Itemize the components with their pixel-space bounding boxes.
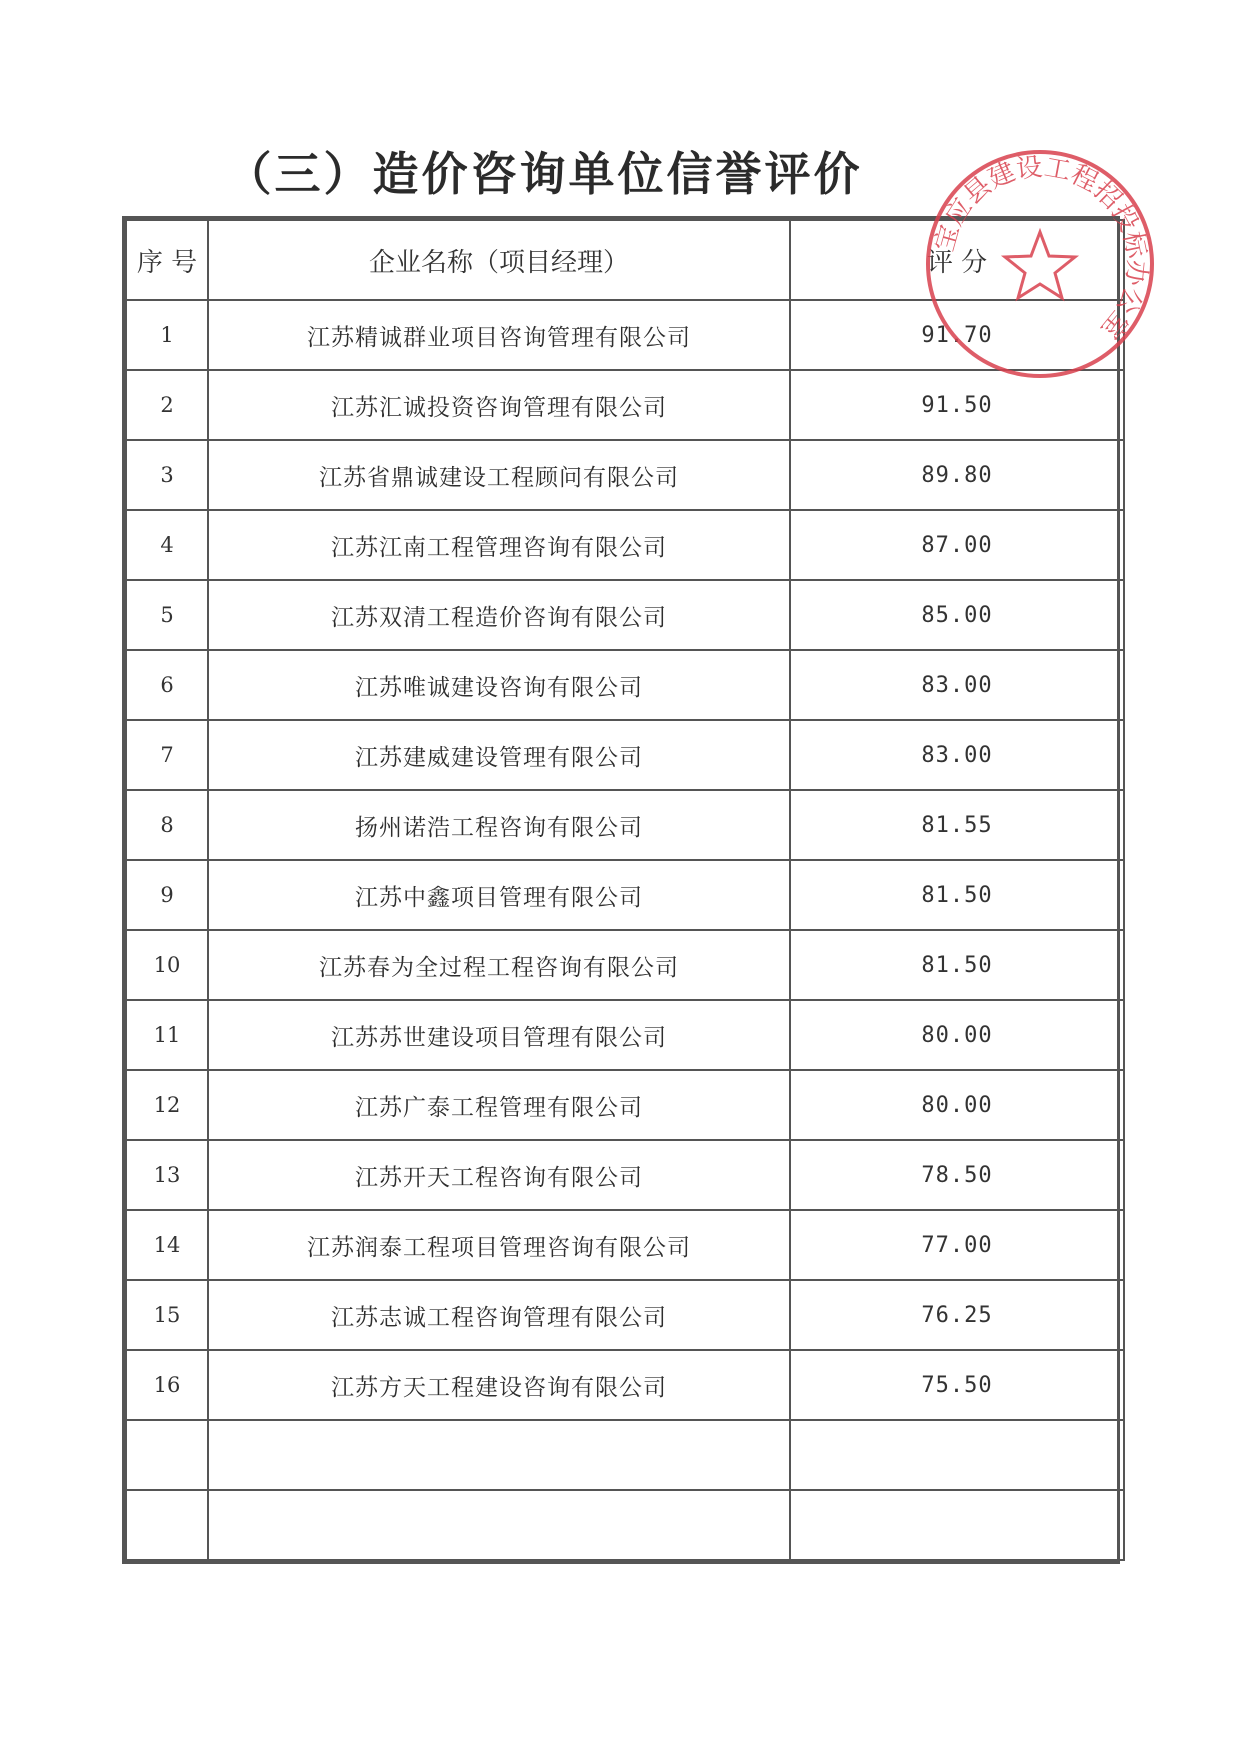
row-company-name: 江苏润泰工程项目管理咨询有限公司 — [208, 1210, 790, 1280]
header-company-name: 企业名称（项目经理） — [208, 220, 790, 300]
table-row — [126, 1490, 1124, 1560]
row-index: 8 — [126, 790, 208, 860]
row-index: 7 — [126, 720, 208, 790]
table-row — [126, 1210, 1124, 1280]
row-score: 78.50 — [790, 1140, 1124, 1210]
row-index: 5 — [126, 580, 208, 650]
row-score: 81.50 — [790, 860, 1124, 930]
table-row — [126, 790, 1124, 860]
seal-text: 宝应县建设工程招投标办公室 — [929, 152, 1152, 345]
row-index: 2 — [126, 370, 208, 440]
header-index: 序 号 — [126, 220, 208, 300]
row-company-name: 江苏双清工程造价咨询有限公司 — [208, 580, 790, 650]
row-company-name: 扬州诺浩工程咨询有限公司 — [208, 790, 790, 860]
row-score: 80.00 — [790, 1000, 1124, 1070]
row-company-name: 江苏精诚群业项目咨询管理有限公司 — [208, 300, 790, 370]
table-header-row — [126, 220, 1124, 300]
row-index: 16 — [126, 1350, 208, 1420]
row-score: 75.50 — [790, 1350, 1124, 1420]
row-score: 76.25 — [790, 1280, 1124, 1350]
row-score: 77.00 — [790, 1210, 1124, 1280]
row-company-name: 江苏方天工程建设咨询有限公司 — [208, 1350, 790, 1420]
table-row — [126, 580, 1124, 650]
row-company-name: 江苏志诚工程咨询管理有限公司 — [208, 1280, 790, 1350]
row-company-name — [208, 1490, 790, 1560]
row-score: 81.50 — [790, 930, 1124, 1000]
row-index: 9 — [126, 860, 208, 930]
row-index: 3 — [126, 440, 208, 510]
table-row — [126, 1350, 1124, 1420]
table-row — [126, 300, 1124, 370]
row-index: 12 — [126, 1070, 208, 1140]
row-score: 80.00 — [790, 1070, 1124, 1140]
row-index: 6 — [126, 650, 208, 720]
row-score — [790, 1490, 1124, 1560]
table-row — [126, 1420, 1124, 1490]
header-score: 评 分 — [790, 220, 1124, 300]
row-company-name: 江苏汇诚投资咨询管理有限公司 — [208, 370, 790, 440]
row-company-name: 江苏春为全过程工程咨询有限公司 — [208, 930, 790, 1000]
row-score: 81.55 — [790, 790, 1124, 860]
row-index: 4 — [126, 510, 208, 580]
row-score — [790, 1420, 1124, 1490]
row-score: 83.00 — [790, 720, 1124, 790]
page-title: （三）造价咨询单位信誉评价 — [225, 147, 863, 201]
row-index — [126, 1420, 208, 1490]
table-row — [126, 510, 1124, 580]
row-company-name: 江苏唯诚建设咨询有限公司 — [208, 650, 790, 720]
table-row — [126, 1140, 1124, 1210]
table-row — [126, 370, 1124, 440]
row-company-name: 江苏开天工程咨询有限公司 — [208, 1140, 790, 1210]
row-company-name: 江苏江南工程管理咨询有限公司 — [208, 510, 790, 580]
table-row — [126, 1280, 1124, 1350]
table-row — [126, 860, 1124, 930]
row-score: 91.50 — [790, 370, 1124, 440]
row-company-name: 江苏广泰工程管理有限公司 — [208, 1070, 790, 1140]
row-index: 13 — [126, 1140, 208, 1210]
evaluation-table — [122, 216, 1120, 1564]
row-index: 1 — [126, 300, 208, 370]
row-index: 11 — [126, 1000, 208, 1070]
row-company-name: 江苏省鼎诚建设工程顾问有限公司 — [208, 440, 790, 510]
row-score: 87.00 — [790, 510, 1124, 580]
row-index: 10 — [126, 930, 208, 1000]
row-score: 91.70 — [790, 300, 1124, 370]
row-index: 14 — [126, 1210, 208, 1280]
table-row — [126, 650, 1124, 720]
row-score: 83.00 — [790, 650, 1124, 720]
table-row — [126, 440, 1124, 510]
table-row — [126, 930, 1124, 1000]
row-score: 89.80 — [790, 440, 1124, 510]
table-row — [126, 1070, 1124, 1140]
row-company-name: 江苏建威建设管理有限公司 — [208, 720, 790, 790]
row-index: 15 — [126, 1280, 208, 1350]
row-company-name — [208, 1420, 790, 1490]
row-index — [126, 1490, 208, 1560]
row-company-name: 江苏中鑫项目管理有限公司 — [208, 860, 790, 930]
row-score: 85.00 — [790, 580, 1124, 650]
row-company-name: 江苏苏世建设项目管理有限公司 — [208, 1000, 790, 1070]
table-row — [126, 720, 1124, 790]
table-row — [126, 1000, 1124, 1070]
